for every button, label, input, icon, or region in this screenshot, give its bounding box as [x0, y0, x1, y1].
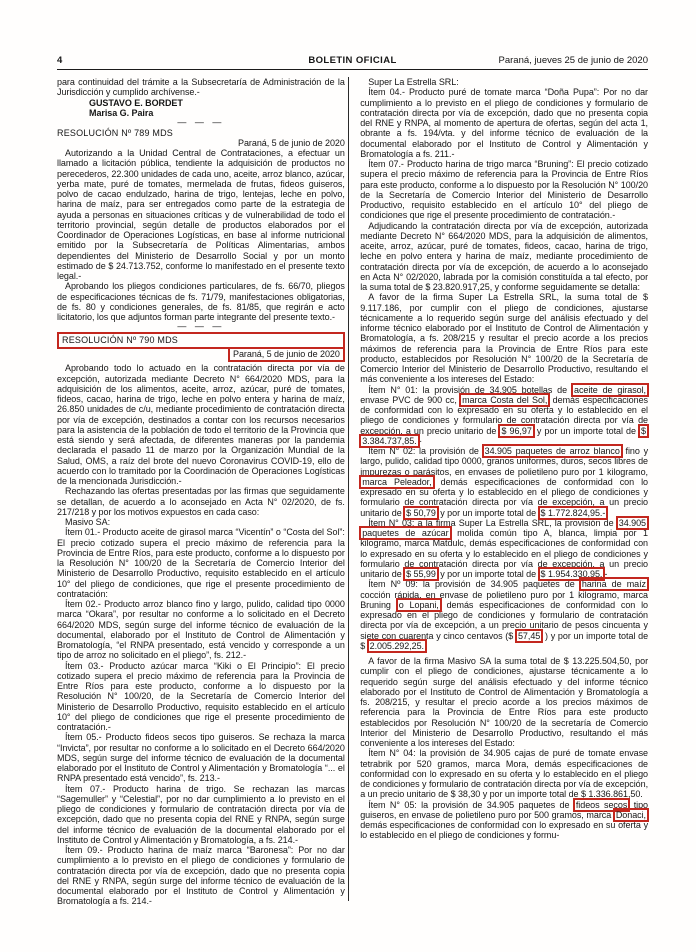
paragraph: Rechazando las ofertas presentadas por las firmas que seguidamente se detallan, de acuerdo a lo aconsejado en Acta N° 02/2020, de fs. 217/218 y por los motivos expuestos en cada caso:: [57, 486, 345, 517]
item-n02-award: Ítem N° 02: la provisión de 34.905 paquetes de arroz blanco fino y largo, pulido, calidad tipo 0000, granos uniformes, duros, secos libres de impurezas o parásitos, en envases de polietileno puro por 1 kilogramo, marca Peleador, demás especificaciones de conformidad con lo expresado en su oferta y lo establecido en el pliego de condiciones y formulario de contratación directa por vía de excepción, a un precio unitario de $ 50,79 y por un importe total de $ 1.772.824,95.-: [360, 446, 649, 518]
award-masivo: A favor de la firma Masivo SA la suma total de $ 13.225.504,50, por cumplir con el pliego de condiciones, ajustarse técnicamente a lo requerido según surge del análisis efectuado y del informe técnico elaborado por el Instituto de Control de Alimentación y Bromatología a fs. 208/215, y resultar el precio acorde a los precios máximos de referencia para la Provincia de Entre Ríos para este producto establecidos por Resolución N° 100/20 de la secretaría de Comercio Interior del Ministerio de Desarrollo Productivo, resultando el más conveniente a los intereses del Estado:: [360, 656, 649, 748]
annotation-box: 34.905 paquetes de arroz blanco: [482, 444, 623, 458]
paragraph: Aprobando todo lo actuado en la contratación directa por vía de excepción, autorizada mediante Decreto N° 664/2020 MDS, para la adquisición de los alimentos, aceite, arroz, azúcar, puré de tomates, fideos, cacao, harina de trigo, leche en polvo entera y harina de maíz, 26.850 unidades de c/u, mediante procedimiento de contratación directa por vía de excepción, destinados a contar con los recursos necesarios para la asistencia de la población de todo el territorio de la Provincia que está siendo y será afectada, de diferentes maneras por la pandemia declarada el pasado 11 de marzo por la Organización Mundial de la Salud, OMS, a raíz del brote del nuevo Coronavirus COVID-19, ello de acuerdo con lo tramitado por la Coordinación de Operaciones Logísticas de la mencionada Jurisdicción.-: [57, 363, 345, 486]
item-04-rejection: Ítem 04.- Producto puré de tomate marca “Doña Pupa”: Por no dar cumplimiento a lo previsto en el pliego de condiciones y formulario de contratación directa por vía de excepción, dado que no presenta copia del RNE y RNPA, al momento de apertura de ofertas, según del acta 1, obrante a fs. 194/vta. y del informe técnico de evaluación de la documental elaborado por el Instituto de Control y Alimentación y Bromatología a fs. 211.-: [360, 87, 649, 159]
firm-name-super-la-estrella: Super La Estrella SRL:: [368, 77, 459, 87]
item-05-rejection: Ítem 05.- Producto fideos secos tipo guiseros. Se rechaza la marca “Invicta”, por resultar no conforme a lo solicitado en el Decreto 664/2020 MDS, según surge del informe técnico de evaluación de la documental elaborado por el Instituto de Control y Alimentación y Bromatología “... el RNPA presentado está vencido”, fs. 213.-: [57, 732, 345, 784]
annotation-box: 34.905 paquetes de azúcar: [359, 516, 649, 540]
annotation-box: $ 1.772.824,95.-: [538, 506, 609, 520]
paragraph: Autorizando a la Unidad Central de Contrataciones, a efectuar un llamado a licitación pública, tendiente la adquisición de productos no perecederos, 22.300 unidades de cada uno, aceite, arroz blanco, azúcar, yerba mate, puré de tomates, mermelada de frutas, fideos guiseros, polvo de cacao endulzado, harina de trigo, lentejas, leche en polvo, harina de maíz, para ser entregados como parte de la estrategia de ayuda a personas en situaciones críticas y de vulnerabilidad de todo el territorio provincial, según detalle de productos elaborados por el Coordinador de Operaciones Logísticas, en base al informe nutricional emitido por la Subsecretaría de Políticas Alimentarias, ambos dependientes del Ministerio de Desarrollo Social y por un monto estimado de $ 24.713.752, conforme lo manifestado en el presente texto legal.-: [57, 148, 345, 281]
resolution-789-date: Paraná, 5 de junio de 2020: [238, 137, 345, 148]
annotation-box: o Lopani,: [396, 598, 442, 612]
annotation-box: 57,45: [515, 629, 543, 643]
item-02-rejection: Ítem 02.- Producto arroz blanco fino y largo, pulido, calidad tipo 0000 marca “Okara”, por resultar no conforme a lo solicitado en el Decreto 664/2020 MDS, según surge del informe técnico de evaluación de la documental, elaborado por el Instituto de Control de Alimentación y Bromatología, “el RNPA presentado, está vencido y corresponde a un tipo de arroz no solicitado en el pliego”, fs. 212.-: [57, 599, 345, 661]
item-01-rejection: Ítem 01.- Producto aceite de girasol marca “Vicentín” o “Costa del Sol”: El precio cotizado supera el precio máximo de referencia para la Provincia de Entre Ríos, para este producto, conforme a lo dispuesto por la Resolución N° 100/20 de la Secretaría de Comercio Interior del Ministerio de Desarrollo Productivo, requisito establecido en el artículo 10° del pliego de condiciones, que rige el presente procedimiento de contratación:: [57, 527, 345, 599]
signature-bordet: GUSTAVO E. BORDET: [89, 97, 183, 108]
item-07-rejection: Ítem 07.- Producto harina de trigo. Se rechazan las marcas “Sagemuller” y “Celestial”, por no dar cumplimiento a lo previsto en el pliego de condiciones y formulario de contratación directa por vía de excepción, dado que no presenta copia del RNE y RNPA, según surge del informe técnico de evaluación de la documental elaborado por el Instituto de Control y Alimentación y Bromatología, a fs. 214.-: [57, 783, 345, 845]
annotation-box: $ 1.954.330,95.: [538, 567, 606, 581]
annotation-box: aceite de girasol,: [571, 383, 649, 397]
edition-date: Paraná, jueves 25 de junio de 2020: [498, 55, 648, 66]
section-separator: — — —: [177, 321, 225, 332]
award-super-la-estrella: A favor de la firma Super La Estrella SRL, la suma total de $ 9.117.186, por cumplir con el pliego de condiciones, ajustarse técnicamente a lo requerido según surge del análisis efectuado y del informe técnico elaborado por el Instituto de Control de Alimentación y Bromatología, a fs. 208/215 y resultar el precio acorde a los precios máximos de referencia para la Provincia de Entre Ríos para este producto, establecidos por Resolución N° 100/20 de la Secretaría de Comercio Interior del Ministerio de Desarrollo Productivo, resultando el más conveniente a los intereses del Estado:: [360, 292, 649, 385]
annotation-box: marca Costa del Sol,: [459, 393, 550, 407]
annotation-box: $ 3.384.737,85.: [359, 424, 649, 448]
annotation-box: 2.005.292,25.: [367, 639, 427, 653]
resolution-790-heading: RESOLUCIÓN Nº 790 MDS: [57, 332, 345, 349]
annotation-box: fideos secos: [573, 798, 630, 812]
continuation-paragraph: para continuidad del trámite a la Subsecretaría de Administración de la Jurisdicción y cumplido archívense.-: [57, 77, 345, 98]
bulletin-title: BOLETIN OFICIAL: [308, 55, 397, 66]
resolution-790-date: Paraná, 5 de junio de 2020: [228, 347, 345, 362]
item-n04-award: Ítem N° 04: la provisión de 34.905 cajas de puré de tomate envase tetrabrik por 520 gramos, marca Mora, demás especificaciones de conformidad con lo expresado en su oferta y lo establecido en el pliego de condiciones y formulario de contratación directa por vía de excepción, a un precio unitario de $ 38,30 y por un importe total de $ 1.336.861,50.: [360, 748, 649, 800]
resolution-789-heading: RESOLUCIÓN Nº 789 MDS: [57, 127, 174, 138]
annotation-box: $ 50,79: [403, 506, 439, 520]
annotation-box: Donaci,: [613, 808, 649, 822]
item-n01-award: Ítem N° 01: la provisión de 34.905 botellas de aceite de girasol, envase PVC de 900 cc, marca Costa del Sol, demás especificaciones de conformidad con lo expresado en su oferta y lo establecido en el pliego de condiciones y formulario de contratación directa por vía de excepción, a un precio unitario de $ 96,97 y por un importe total de $ 3.384.737,85. -: [360, 384, 649, 446]
signature-paira: Marisa G. Paira: [89, 107, 154, 118]
item-09-rejection: Ítem 09.- Producto harina de maíz marca “Baronesa”: Por no dar cumplimiento a lo previsto en el pliego de condiciones y formulario de contratación directa por vía de excepción, dado que no presenta copia del RNE y RNPA, según surge del informe técnico de evaluación de la documental elaborado por el Instituto de Control y Alimentación y Bromatología a fs. 214.-: [57, 845, 345, 907]
firm-name-masivo: Masivo SA:: [65, 517, 111, 527]
adjudication-paragraph: Adjudicando la contratación directa por vía de excepción, autorizada mediante Decreto N° 664/2020 MDS, para la adquisición de alimentos, aceite, arroz, azúcar, puré de tomates, fideos, cacao, harina de trigo, leche en polvo entera y harina de maíz, mediante procedimiento de contratación directa por vía de excepción, de acuerdo a lo aconsejado en Acta N° 02/2020, labrada por la comisión constituída a tal efecto, por la suma total de $ 23.820.917,25, y conforme seguidamente se detalla:: [360, 220, 649, 292]
annotation-box: marca Peleador,: [359, 475, 434, 489]
page-number: 4: [57, 55, 63, 66]
item-n05-award: Ítem N° 05: la provisión de 34.905 paquetes de fideos secos tipo guiseros, en envase de polietileno puro por 500 gramos, marca Donaci, demás especificaciones de conformidad con lo expresado en su oferta y lo establecido en el pliego de condiciones y formu-: [360, 799, 649, 841]
item-n03-award: Ítem N° 03: a la firma Super La Estrella SRL, la provisión de 34.905 paquetes de azúcar molida común tipo A, blanca, limpia por 1 kilogramo, marca Matdulc, demás especificaciones de conformidad con lo expresado en su oferta y lo establecido en el pliego de condiciones y formulario de contratación directa por vía de excepción, a un precio unitario de $ 55,99 y por un importe total de $ 1.954.330,95. -: [360, 517, 649, 579]
annotation-box: $ 96,97: [498, 424, 534, 438]
item-07-rejection-bruning: Ítem 07.- Producto harina de trigo marca “Bruning”: El precio cotizado supera el precio máximo de referencia para la Provincia de Entre Ríos para este producto, conforme a lo dispuesto por la Resolución N° 100/20 de la Secretaría de Comercio Interior del Ministerio de Desarrollo Productivo, requisito establecido en el artículo 10° del pliego de condiciones que rige el presente procedimiento de contratación.-: [360, 159, 649, 221]
page-header: [57, 55, 648, 70]
right-column: [360, 77, 648, 907]
content-columns: [57, 77, 648, 907]
paragraph: Aprobando los pliegos condiciones particulares, de fs. 66/70, pliegos de especificaciones técnicas de fs. 71/79, manifestaciones obligatorias, de fs. 80 y condiciones generales, de fs. 81/85, que regirán e acto licitatorio, los que adjuntos forman parte integrante del presente texto.-: [57, 281, 345, 322]
column-divider: [348, 77, 349, 901]
annotation-box: harina de maíz: [579, 577, 649, 591]
item-n09-award: Ítem Nº 09: la provisión de 34.905 paquetes de harina de maíz cocción rápida, en envase de polietileno puro por 1 kilogramo, marca Bruning o Lopani, demás especificaciones de conformidad con lo expresado en el pliego de condiciones y formulario de contratación directa por vía de excepción, a un precio unitario de pesos cincuenta y siete con cuarenta y cinco centavos ($ 57,45 ) y por un importe total de $ 2.005.292,25.: [360, 579, 649, 651]
annotation-box: $ 55,99: [403, 567, 439, 581]
left-column: [57, 77, 345, 907]
section-separator: — — —: [177, 117, 225, 127]
item-03-rejection: Ítem 03.- Producto azúcar marca “Kiki o El Principio”: El precio cotizado supera el precio máximo de referencia para la Provincia de Entre Ríos para este producto, conforme a lo dispuesto por la Resolución N° 100/20, de la Secretaría de Comercio Interior del Ministerio de Desarrollo Productivo, requisito establecido en el artículo 10° del pliego de condiciones que rige el presente procedimiento de contratación.-: [57, 660, 345, 732]
